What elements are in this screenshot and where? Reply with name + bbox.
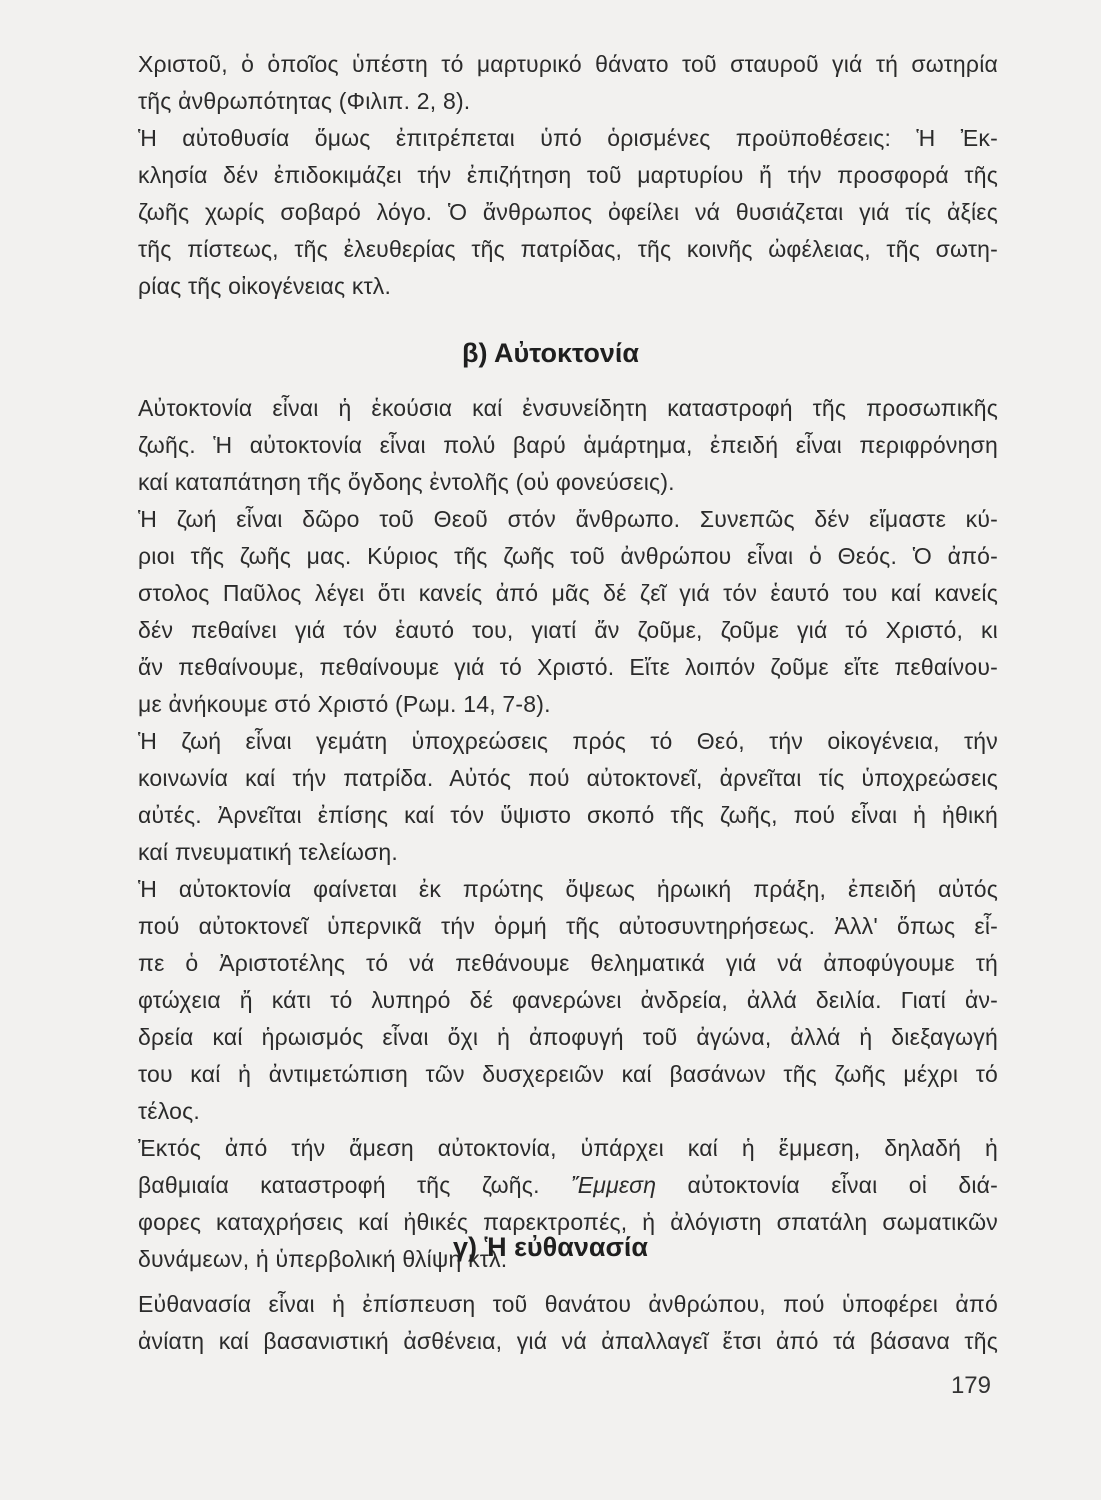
text-line: πε ὁ Ἀριστοτέλης τό νά πεθάνουμε θεληματικά γιά νά ἀποφύγουμε τή (138, 950, 998, 976)
text-line: Εὐθανασία εἶναι ἡ ἐπίσπευση τοῦ θανάτου ἀνθρώπου, πού ὑποφέρει ἀπό (138, 1291, 998, 1317)
text-line: τῆς ἀνθρωπότητας (Φιλιπ. 2, 8). (138, 88, 471, 114)
text-line: κλησία δέν ἐπιδοκιμάζει τήν ἐπιζήτηση τοῦ μαρτυρίου ἤ τήν προσφορά τῆς (138, 162, 998, 188)
text-line: τῆς πίστεως, τῆς ἐλευθερίας τῆς πατρίδας, τῆς κοινῆς ὠφέλειας, τῆς σωτη- (138, 236, 998, 262)
text-line: ρίας τῆς οἰκογένειας κτλ. (138, 273, 392, 299)
page-number: 179 (950, 1372, 991, 1399)
section-heading-suicide: β) Αὐτοκτονία (462, 338, 639, 368)
text-line: Ἐκτός ἀπό τήν ἄμεση αὐτοκτονία, ὑπάρχει καί ἡ ἔμμεση, δηλαδή ἡ (138, 1135, 998, 1161)
paragraph-block-3 (138, 1286, 998, 1360)
text-line: του καί ἡ ἀντιμετώπιση τῶν δυσχερειῶν καί βασάνων τῆς ζωῆς μέχρι τό (138, 1061, 998, 1087)
text-line: Ἡ αὐτοκτονία φαίνεται ἐκ πρώτης ὄψεως ἡρωική πράξη, ἐπειδή αὐτός (138, 876, 998, 902)
text-line: καί καταπάτηση τῆς ὄγδοης ἐντολῆς (οὐ φονεύσεις). (138, 469, 675, 495)
text-line: καί πνευματική τελείωση. (138, 839, 398, 865)
text-line: Αὐτοκτονία εἶναι ἡ ἑκούσια καί ἐνσυνείδητη καταστροφή τῆς προσωπικῆς (138, 395, 998, 421)
text-line: ἀνίατη καί βασανιστική ἀσθένεια, γιά νά ἀπαλλαγεῖ ἔτσι ἀπό τά βάσανα τῆς (138, 1328, 998, 1354)
section-heading-euthanasia: γ) Ἡ εὐθανασία (452, 1232, 649, 1262)
text-line: Ἡ αὐτοθυσία ὅμως ἐπιτρέπεται ὑπό ὁρισμένες προϋποθέσεις: Ἡ Ἐκ- (138, 125, 998, 151)
text-line: δυνάμεων, ἡ ὑπερβολική θλίψη κτλ. (138, 1246, 508, 1272)
text-line: ζωῆς χωρίς σοβαρό λόγο. Ὁ ἄνθρωπος ὀφείλει νά θυσιάζεται γιά τίς ἀξίες (138, 199, 998, 225)
text-line: τέλος. (138, 1098, 200, 1124)
text-line: κοινωνία καί τήν πατρίδα. Αὐτός πού αὐτοκτονεῖ, ἀρνεῖται τίς ὑποχρεώσεις (138, 765, 998, 791)
paragraph-block-1 (138, 46, 998, 305)
text-line: δέν πεθαίνει γιά τόν ἑαυτό του, γιατί ἄν ζοῦμε, ζοῦμε γιά τό Χριστό, κι (138, 617, 998, 643)
text-line: στολος Παῦλος λέγει ὅτι κανείς ἀπό μᾶς δέ ζεῖ γιά τόν ἑαυτό του καί κανείς (138, 580, 998, 606)
text-line: Ἡ ζωή εἶναι δῶρο τοῦ Θεοῦ στόν ἄνθρωπο. Συνεπῶς δέν εἴμαστε κύ- (138, 506, 998, 532)
text-line: φορες καταχρήσεις καί ἠθικές παρεκτροπές, ἡ ἀλόγιστη σπατάλη σωματικῶν (138, 1209, 998, 1235)
text-line: φτώχεια ἤ κάτι τό λυπηρό δέ φανερώνει ἀνδρεία, ἀλλά δειλία. Γιατί ἀν- (138, 987, 998, 1013)
text-segment: βαθμιαία καταστροφή τῆς ζωῆς. (138, 1172, 540, 1198)
text-line: Ἡ ζωή εἶναι γεμάτη ὑποχρεώσεις πρός τό Θεό, τήν οἰκογένεια, τήν (138, 728, 998, 754)
text-line: ριοι τῆς ζωῆς μας. Κύριος τῆς ζωῆς τοῦ ἀνθρώπου εἶναι ὁ Θεός. Ὁ ἀπό- (138, 543, 998, 569)
text-line: αὐτές. Ἀρνεῖται ἐπίσης καί τόν ὕψιστο σκοπό τῆς ζωῆς, πού εἶναι ἡ ἠθική (138, 802, 998, 828)
emphasized-word: Ἔμμεση (570, 1172, 657, 1198)
text-line: ἄν πεθαίνουμε, πεθαίνουμε γιά τό Χριστό. Εἴτε λοιπόν ζοῦμε εἴτε πεθαίνου- (138, 654, 998, 680)
text-line-with-emphasis (138, 1167, 998, 1204)
text-line: πού αὐτοκτονεῖ ὑπερνικᾶ τήν ὁρμή τῆς αὐτοσυντηρήσεως. Ἀλλ' ὅπως εἶ- (138, 913, 998, 939)
paragraph-block-2 (138, 390, 998, 1278)
text-line: ζωῆς. Ἡ αὐτοκτονία εἶναι πολύ βαρύ ἁμάρτημα, ἐπειδή εἶναι περιφρόνηση (138, 432, 998, 458)
text-line: Χριστοῦ, ὁ ὁποῖος ὑπέστη τό μαρτυρικό θάνατο τοῦ σταυροῦ γιά τή σωτηρία (138, 51, 998, 77)
text-line: με ἀνήκουμε στό Χριστό (Ρωμ. 14, 7-8). (138, 691, 551, 717)
text-line: δρεία καί ἡρωισμός εἶναι ὄχι ἡ ἀποφυγή τοῦ ἀγώνα, ἀλλά ἡ διεξαγωγή (138, 1024, 998, 1050)
text-segment: αὐτοκτονία εἶναι οἱ διά- (687, 1172, 999, 1198)
